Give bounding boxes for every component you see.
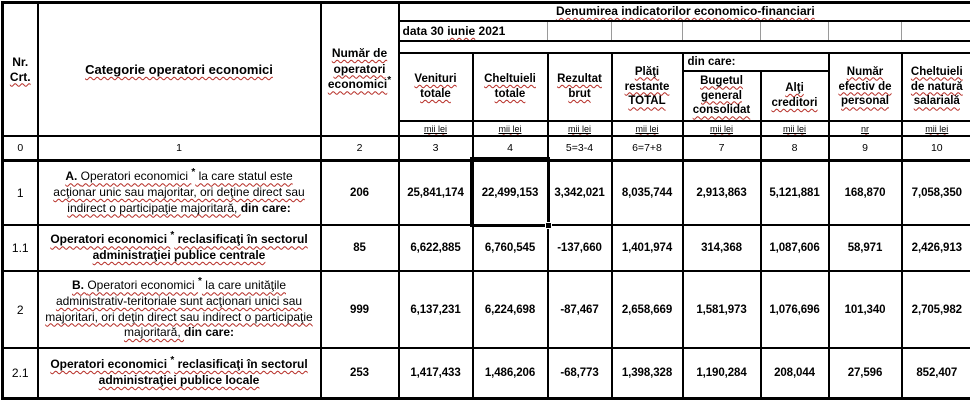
column-index-cell[interactable]: 10 [902, 136, 970, 160]
table-row [3, 348, 970, 398]
category-cell[interactable] [38, 160, 321, 225]
text-segment: B. [71, 278, 88, 293]
value-cell[interactable]: 1,486,206 [473, 348, 548, 398]
salariala-label: Cheltuieli de natură salarială [910, 65, 963, 108]
value-cell[interactable]: 85 [321, 225, 399, 271]
unit-label: nr [860, 123, 869, 134]
row-index-cell[interactable]: 2.1 [3, 348, 38, 398]
header-nr-crt[interactable] [3, 3, 38, 137]
value-cell[interactable]: 1,190,284 [683, 348, 761, 398]
din-care-label: din care: [687, 56, 736, 68]
empty-cell[interactable] [829, 21, 902, 41]
rezultat-label: Rezultat brut [557, 73, 602, 100]
column-index-cell[interactable]: 7 [683, 136, 761, 160]
unit-cell[interactable] [902, 121, 970, 136]
fill-handle[interactable] [545, 222, 552, 229]
category-cell[interactable] [38, 271, 321, 348]
header-din-care[interactable] [683, 53, 829, 71]
value-cell[interactable]: 1,087,606 [761, 225, 829, 271]
value-cell[interactable]: 208,044 [761, 348, 829, 398]
unit-label: mii lei [498, 123, 522, 134]
text-segment: Operatori economici [50, 232, 171, 247]
header-denumirea[interactable] [399, 3, 970, 22]
empty-cell[interactable] [761, 21, 829, 41]
value-cell[interactable]: -68,773 [548, 348, 612, 398]
column-index-cell[interactable]: 8 [761, 136, 829, 160]
value-cell[interactable]: 253 [321, 348, 399, 398]
header-date[interactable] [399, 21, 548, 41]
nr-label: Nr. [12, 54, 29, 69]
value-cell[interactable]: 999 [321, 271, 399, 348]
empty-spacer-row[interactable] [399, 41, 970, 53]
row-index-cell[interactable]: 1.1 [3, 225, 38, 271]
unit-label: mii lei [782, 123, 806, 134]
unit-cell[interactable] [761, 121, 829, 136]
personal-label: Număr efectiv de personal [838, 65, 892, 108]
value-cell[interactable]: 5,121,881 [761, 160, 829, 225]
unit-label: mii lei [567, 123, 591, 134]
value-cell[interactable]: 6,622,885 [399, 225, 473, 271]
unit-cell[interactable] [612, 121, 683, 136]
text-segment: 2021 [475, 24, 506, 38]
value-cell[interactable]: 1,417,433 [399, 348, 473, 398]
value-cell[interactable]: 22,499,153 [473, 160, 548, 225]
value-cell[interactable]: 168,870 [829, 160, 902, 225]
value-cell[interactable]: 101,340 [829, 271, 902, 348]
column-index-cell[interactable]: 5=3-4 [548, 136, 612, 160]
column-index-cell[interactable]: 0 [3, 136, 38, 160]
text-segment: A. [65, 169, 81, 184]
text-segment: Operatori economici [50, 357, 171, 372]
text-segment: din care: [184, 325, 235, 340]
alti-creditori-label: Alţi creditori [771, 82, 818, 109]
column-index-cell[interactable]: 2 [321, 136, 399, 160]
text-segment: data 30 [402, 24, 448, 38]
text-segment: reclasificaţi în sectorul administraţiei publice locale [98, 357, 308, 387]
column-index-cell[interactable]: 1 [38, 136, 321, 160]
category-cell[interactable] [38, 225, 321, 271]
header-categorie[interactable] [38, 3, 321, 137]
header-salariala[interactable] [902, 53, 970, 121]
value-cell[interactable]: 58,971 [829, 225, 902, 271]
value-cell[interactable]: 2,426,913 [902, 225, 970, 271]
text-segment: din care: [240, 200, 291, 215]
table-row [3, 271, 970, 348]
value-cell[interactable]: 27,596 [829, 348, 902, 398]
text-segment: reclasificaţi în sectorul administraţiei publice centrale [92, 232, 308, 262]
unit-cell[interactable] [683, 121, 761, 136]
bugetul-label: Bugetul general consolidat [692, 74, 751, 117]
text-segment: la care unităţile administrativ-teritoriale sunt acţionari unici sau majoritari, ori deţin direct sau indirect o participaţie majoritară, [45, 278, 313, 340]
column-index-cell[interactable]: 4 [473, 136, 548, 160]
header-cheltuieli[interactable] [473, 53, 548, 121]
row-index-cell[interactable]: 1 [3, 160, 38, 225]
numar-operatori-label: Număr de operatori economici [327, 46, 388, 92]
empty-cell[interactable] [548, 21, 612, 41]
table-row [3, 160, 970, 225]
unit-label: mii lei [423, 123, 447, 134]
category-cell[interactable] [38, 348, 321, 398]
financial-indicators-table [1, 1, 970, 400]
header-personal[interactable] [829, 53, 902, 121]
venituri-label: Venituri totale [414, 73, 457, 100]
text-segment: iunie [447, 24, 476, 38]
table-row [3, 225, 970, 271]
footnote-asterisk: * [387, 75, 392, 87]
column-index-cell[interactable]: 9 [829, 136, 902, 160]
unit-label: mii lei [925, 123, 949, 134]
categorie-label: Categorie operatori economici [85, 62, 273, 77]
column-index-cell[interactable]: 3 [399, 136, 473, 160]
text-segment: * [170, 230, 175, 242]
value-cell[interactable]: -87,467 [548, 271, 612, 348]
value-cell[interactable]: 8,035,744 [612, 160, 683, 225]
unit-label: mii lei [635, 123, 659, 134]
value-cell[interactable]: 206 [321, 160, 399, 225]
table-body [3, 160, 970, 398]
empty-cell[interactable] [612, 21, 683, 41]
header-plati-restante[interactable] [612, 53, 683, 121]
unit-cell[interactable] [548, 121, 612, 136]
header-venituri[interactable] [399, 53, 473, 121]
value-cell[interactable]: -137,660 [548, 225, 612, 271]
unit-cell[interactable] [473, 121, 548, 136]
header-rezultat[interactable] [548, 53, 612, 121]
unit-cell[interactable] [399, 121, 473, 136]
value-cell[interactable]: 7,058,350 [902, 160, 970, 225]
header-numar-operatori[interactable] [321, 3, 399, 137]
value-cell[interactable]: 25,841,174 [399, 160, 473, 225]
value-cell[interactable]: 2,658,669 [612, 271, 683, 348]
text-segment: Operatori economici [87, 278, 199, 293]
text-segment: * [170, 355, 175, 367]
row-index-cell[interactable]: 2 [3, 271, 38, 348]
value-cell[interactable]: 852,407 [902, 348, 970, 398]
value-cell[interactable]: 6,224,698 [473, 271, 548, 348]
empty-cell[interactable] [683, 21, 761, 41]
value-cell[interactable]: 6,760,545 [473, 225, 548, 271]
plati-label: Plăţi restante TOTAL [624, 65, 670, 108]
column-index-cell[interactable]: 6=7+8 [612, 136, 683, 160]
denumirea-label: Denumirea indicatorilor economico-financiari [555, 4, 815, 18]
value-cell[interactable]: 6,137,231 [399, 271, 473, 348]
text-segment: * [191, 167, 196, 179]
value-cell[interactable]: 1,581,973 [683, 271, 761, 348]
value-cell[interactable]: 2,913,863 [683, 160, 761, 225]
cheltuieli-label: Cheltuieli totale [484, 73, 536, 100]
text-segment: Operatori economici [80, 169, 192, 184]
value-cell[interactable]: 2,705,982 [902, 271, 970, 348]
text-segment: * [198, 276, 202, 288]
value-cell[interactable]: 3,342,021 [548, 160, 612, 225]
text-segment: la care statul este acţionar unic sau majoritar, ori deţine direct sau indirect o participaţie majoritară, [53, 169, 305, 215]
empty-cell[interactable] [902, 21, 970, 41]
value-cell[interactable]: 1,401,974 [612, 225, 683, 271]
header-alti-creditori[interactable] [761, 71, 829, 121]
unit-label: mii lei [709, 123, 733, 134]
value-cell[interactable]: 1,398,328 [612, 348, 683, 398]
crt-label: Crt. [9, 69, 31, 84]
value-cell[interactable]: 314,368 [683, 225, 761, 271]
value-cell[interactable]: 1,076,696 [761, 271, 829, 348]
unit-cell[interactable] [829, 121, 902, 136]
header-bugetul[interactable] [683, 71, 761, 121]
